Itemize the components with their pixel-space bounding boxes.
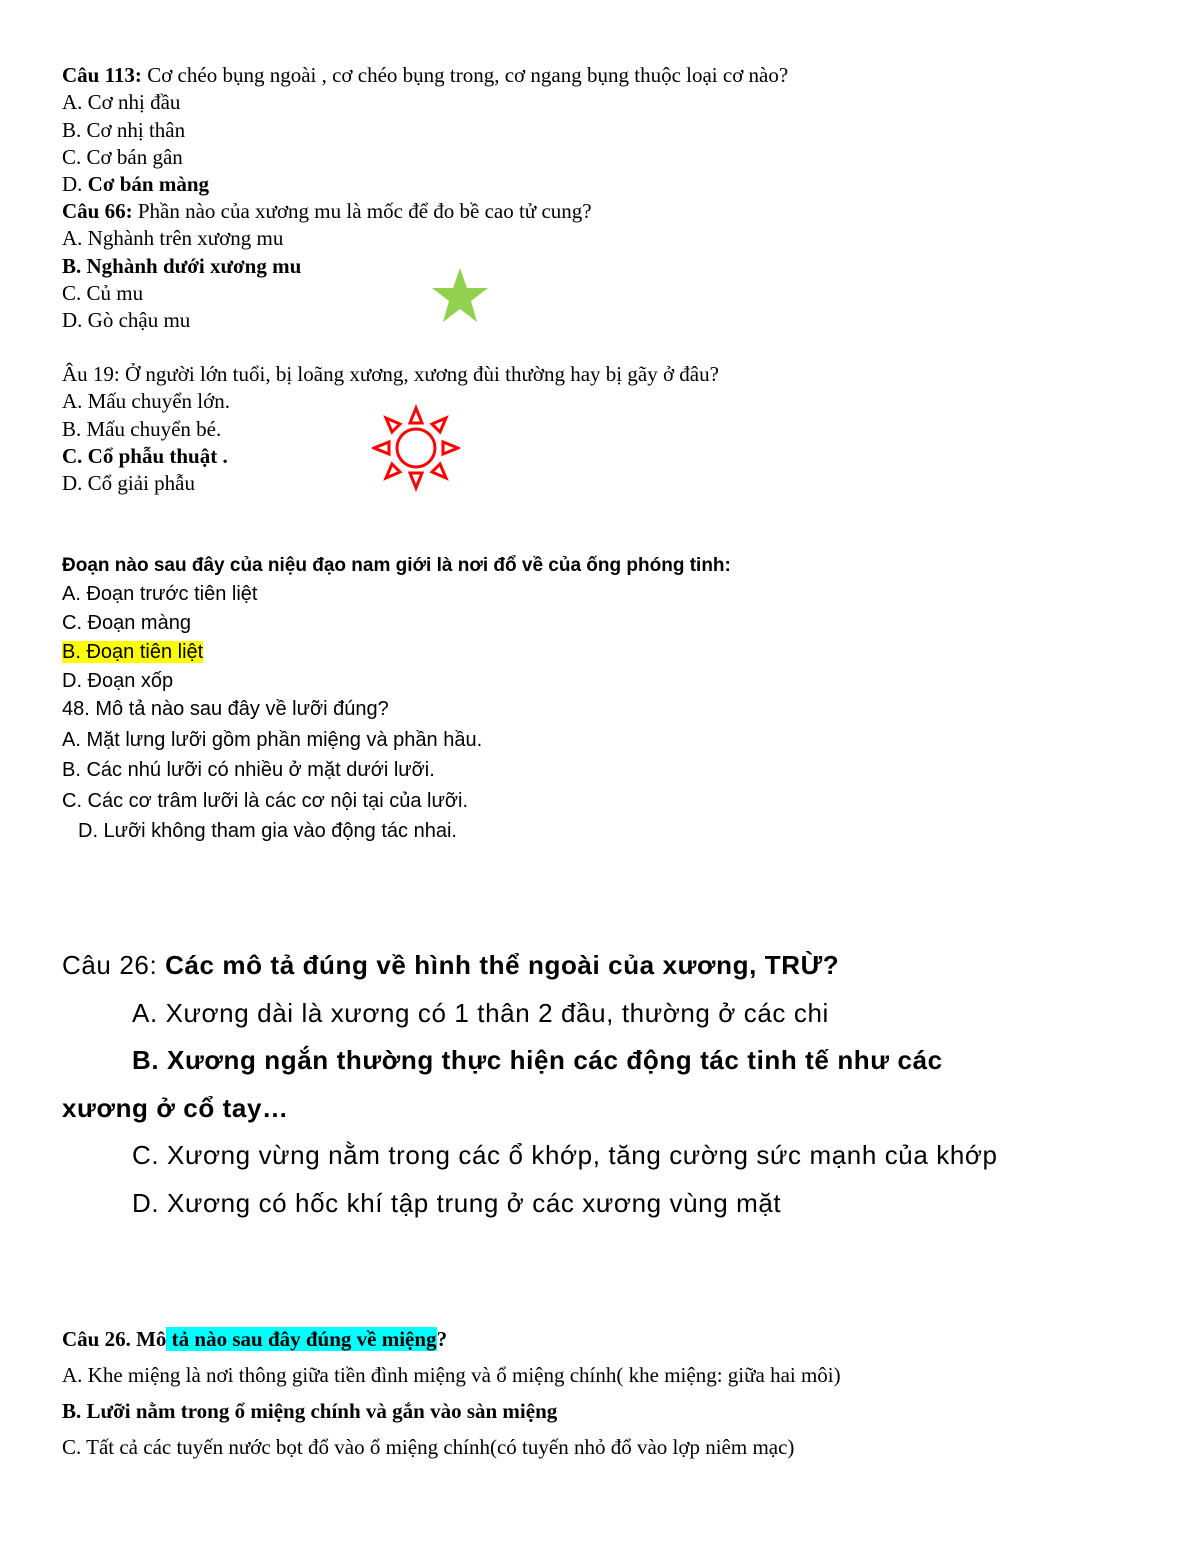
option-a: A. Xương dài là xương có 1 thân 2 đầu, thường ở các chi — [132, 997, 829, 1028]
option-c: C. Xương vừng nằm trong các ổ khớp, tăng cường sức mạnh của khớp — [132, 1140, 998, 1170]
question-label: Câu 26: — [62, 950, 166, 980]
question-text: Cơ chéo bụng ngoài , cơ chéo bụng trong, cơ ngang bụng thuộc loại cơ nào? — [141, 63, 789, 87]
option-c: C. Các cơ trâm lưỡi là các cơ nội tại của lưỡi. — [62, 789, 469, 812]
question-26-bones — [62, 942, 998, 1227]
question-66 — [62, 198, 592, 334]
option-d: D. Lưỡi không tham gia vào động tác nhai. — [78, 820, 457, 842]
option-c: C. Củ mu — [62, 280, 144, 305]
question-66-title — [62, 198, 592, 225]
star-icon — [430, 266, 490, 324]
question-19-title: Âu 19: Ở người lớn tuổi, bị loãng xương, xương đùi thường hay bị gãy ở đâu? — [62, 362, 719, 386]
option-a: A. Nghành trên xương mu — [62, 226, 284, 251]
option-c: C. Đoạn màng — [62, 612, 191, 634]
option-d-answer — [62, 171, 788, 198]
question-26-bones-title — [62, 942, 998, 990]
option-d: D. Gò chậu mu — [62, 308, 191, 333]
option-a: A. Đoạn trước tiên liệt — [62, 583, 258, 605]
option-b-answer: B. Nghành dưới xương mu — [62, 253, 302, 278]
question-urethra — [62, 551, 731, 696]
option-a: A. Mặt lưng lưỡi gồm phần miệng và phần hầu. — [62, 728, 483, 751]
question-label: Câu 66: — [62, 199, 133, 223]
option-a: A. Khe miệng là nơi thông giữa tiền đình miệng và ổ miệng chính( khe miệng: giữa hai môi) — [62, 1363, 841, 1387]
option-c: C. Cơ bán gân — [62, 144, 183, 169]
option-b-answer — [62, 638, 731, 667]
question-label: Câu 113: — [62, 63, 142, 87]
question-113-title — [62, 62, 788, 89]
option-b: B. Mấu chuyển bé. — [62, 416, 222, 441]
question-26-mouth — [62, 1321, 841, 1465]
answer-text: Cơ bán màng — [87, 172, 209, 197]
question-48-title: 48. Mô tả nào sau đây về lưỡi đúng? — [62, 698, 389, 720]
highlighted-answer: B. Đoạn tiên liệt — [62, 641, 204, 663]
option-b-answer-line1: B. Xương ngắn thường thực hiện các động tác tinh tế như các — [132, 1045, 943, 1075]
option-d: D. Xương có hốc khí tập trung ở các xương vùng mặt — [132, 1187, 782, 1218]
option-a: A. Mấu chuyển lớn. — [62, 389, 230, 414]
title-bold: nơi đổ về của ống phóng tinh: — [457, 555, 731, 576]
option-d: D. Đoạn xốp — [62, 670, 174, 692]
option-a: A. Cơ nhị đầu — [62, 90, 181, 115]
option-b: B. Các nhú lưỡi có nhiều ở mặt dưới lưỡi. — [62, 759, 435, 781]
question-26-mouth-title — [62, 1321, 841, 1357]
option-c-answer: C. Cổ phẫu thuật . — [62, 443, 228, 468]
title-prefix: Đoạn nào sau đây của niệu đạo nam giới là — [62, 555, 458, 576]
option-d: D. Cổ giải phẫu — [62, 471, 195, 496]
question-urethra-title — [62, 551, 731, 580]
answer-prefix: D. — [62, 172, 88, 197]
question-text: Các mô tả đúng về hình thể ngoài của xương, TRỪ? — [165, 950, 840, 980]
question-text: Phần nào của xương mu là mốc để đo bề cao tử cung? — [132, 199, 592, 223]
question-113 — [62, 62, 788, 198]
question-label: Câu 26. Mô — [62, 1327, 167, 1351]
option-b-answer: B. Lưỡi nằm trong ổ miệng chính và gắn vào sàn miệng — [62, 1399, 558, 1423]
sun-icon — [372, 400, 460, 496]
option-c: C. Tất cả các tuyến nước bọt đổ vào ổ miệng chính(có tuyến nhỏ đổ vào lợp niêm mạc) — [62, 1435, 795, 1459]
option-b-answer-line2: xương ở cổ tay… — [62, 1092, 289, 1123]
title-end: ? — [436, 1327, 448, 1351]
highlighted-title: tả nào sau đây đúng về miệng — [166, 1327, 437, 1351]
option-b: B. Cơ nhị thân — [62, 117, 186, 142]
question-48 — [62, 694, 482, 847]
